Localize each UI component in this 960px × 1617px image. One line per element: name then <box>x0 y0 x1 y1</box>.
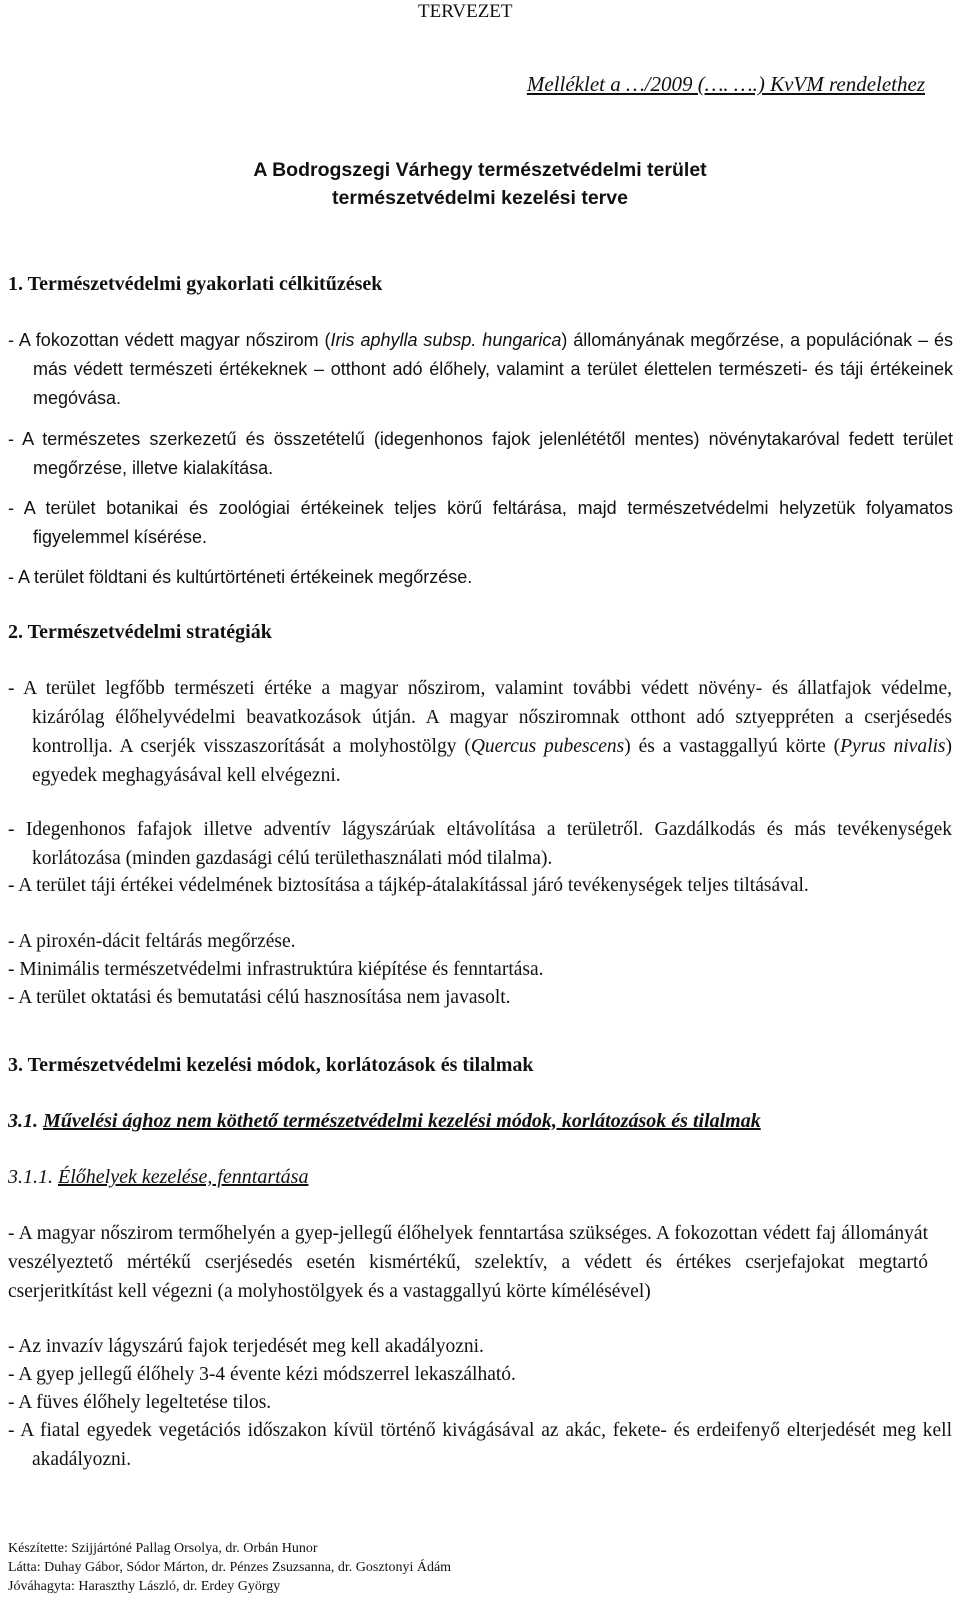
section-2-item-3: - A terület táji értékei védelmének biztosítása a tájkép-átalakítással járó tevékenységek teljes tiltásával. <box>8 875 809 896</box>
item-text: ) állományának megőrzése, a populációnak – és más védett természeti értékeknek – otthont adó élőhely, valamint a terület élettelen természeti- és táji értékeinek megóvása. <box>33 330 953 408</box>
section-2-item-6: - A terület oktatási és bemutatási célú hasznosítása nem javasolt. <box>8 987 511 1008</box>
section-2-item-2: - Idegenhonos fafajok illetve adventív lágyszárúak eltávolítása a területről. Gazdálkodás és más tevékenységek korlátozása (minden gazdasági célú területhasználati mód tilalma). <box>8 819 952 869</box>
section-2-item-4: - A piroxén-dácit feltárás megőrzése. <box>8 931 296 952</box>
item-text: - A fokozottan védett magyar nőszirom ( <box>8 330 331 350</box>
latin-name: Iris aphylla subsp. hungarica <box>330 330 562 350</box>
draft-label: TERVEZET <box>418 1 513 22</box>
subsection-3-1-heading <box>8 1107 761 1136</box>
section-3-paragraph: - A magyar nőszirom termőhelyén a gyep-jellegű élőhelyek fenntartása szükséges. A fokozottan védett faj állományát veszélyeztető mértékű cserjésedés esetén kismértékű, szelektív, a védett és értékes cserjefajokat megtartó cserjeritkítást kell végezni (a molyhostölgyek és a vastaggallyú körte kímélésével) <box>8 1223 928 1302</box>
section-3-item-4: - A fiatal egyedek vegetációs időszakon kívül történő kivágásával az akác, fekete- és erdeifenyő elterjedését meg kell akadályozni. <box>8 1420 952 1470</box>
item-text: - A terület legfőbb természeti értéke a magyar nőszirom, valamint további védett növény- és állatfajok védelme, kizárólag élőhelyvédelmi beavatkozások útján. A magyar nősziromnak otthont adó sztyeppréten a cserjésedés kontrollja. A cserjék visszaszorítását a molyhostölgy ( <box>8 678 952 757</box>
subsection-3-1-1-heading <box>8 1163 308 1192</box>
section-3-item-3: - A füves élőhely legeltetése tilos. <box>8 1392 272 1413</box>
subsection-title: Művelési ághoz nem köthető természetvédelmi kezelési módok, korlátozások és tilalmak <box>43 1110 761 1132</box>
section-1-item-1 <box>8 326 953 413</box>
section-2-heading: 2. Természetvédelmi stratégiák <box>8 621 272 643</box>
section-2-item-1 <box>8 674 952 790</box>
annex-reference: Melléklet a …/2009 (…. ….) KvVM rendelethez <box>526 72 925 96</box>
section-1-item-3: - A terület botanikai és zoológiai értékeinek teljes körű feltárása, majd természetvédelmi helyzetük folyamatos figyelemmel kísérése. <box>8 498 953 547</box>
document-title-line-1: A Bodrogszegi Várhegy természetvédelmi terület <box>253 159 707 181</box>
item-text: ) és a vastaggallyú körte ( <box>624 736 841 757</box>
subsection-number: 3.1.1. <box>8 1166 53 1188</box>
footer-approved-by: Jóváhagyta: Haraszthy László, dr. Erdey György <box>8 1579 281 1594</box>
subsection-number: 3.1. <box>8 1110 38 1132</box>
section-2-item-5: - Minimális természetvédelmi infrastruktúra kiépítése és fenntartása. <box>8 959 544 980</box>
latin-name: Pyrus nivalis <box>840 736 946 757</box>
section-1-heading: 1. Természetvédelmi gyakorlati célkitűzések <box>8 273 383 295</box>
section-3-item-1: - Az invazív lágyszárú fajok terjedését meg kell akadályozni. <box>8 1336 484 1357</box>
section-1-item-2: - A természetes szerkezetű és összetételű (idegenhonos fajok jelenlététől mentes) növénytakaróval fedett terület megőrzése, illetve kialakítása. <box>8 429 953 478</box>
section-3-item-2: - A gyep jellegű élőhely 3-4 évente kézi módszerrel lekaszálható. <box>8 1364 516 1385</box>
footer-prepared-by: Készítette: Szijjártóné Pallag Orsolya, dr. Orbán Hunor <box>8 1541 318 1556</box>
subsection-title: Élőhelyek kezelése, fenntartása <box>58 1166 309 1188</box>
item-text: ) egyedek meghagyásával kell elvégezni. <box>32 736 952 786</box>
latin-name: Quercus pubescens <box>470 736 625 757</box>
section-3-heading: 3. Természetvédelmi kezelési módok, korlátozások és tilalmak <box>8 1054 534 1076</box>
document-title-line-2: természetvédelmi kezelési terve <box>332 187 628 209</box>
section-1-item-4: - A terület földtani és kultúrtörténeti értékeinek megőrzése. <box>8 567 473 587</box>
footer-seen-by: Látta: Duhay Gábor, Sódor Márton, dr. Pénzes Zsuzsanna, dr. Gosztonyi Ádám <box>8 1560 452 1575</box>
